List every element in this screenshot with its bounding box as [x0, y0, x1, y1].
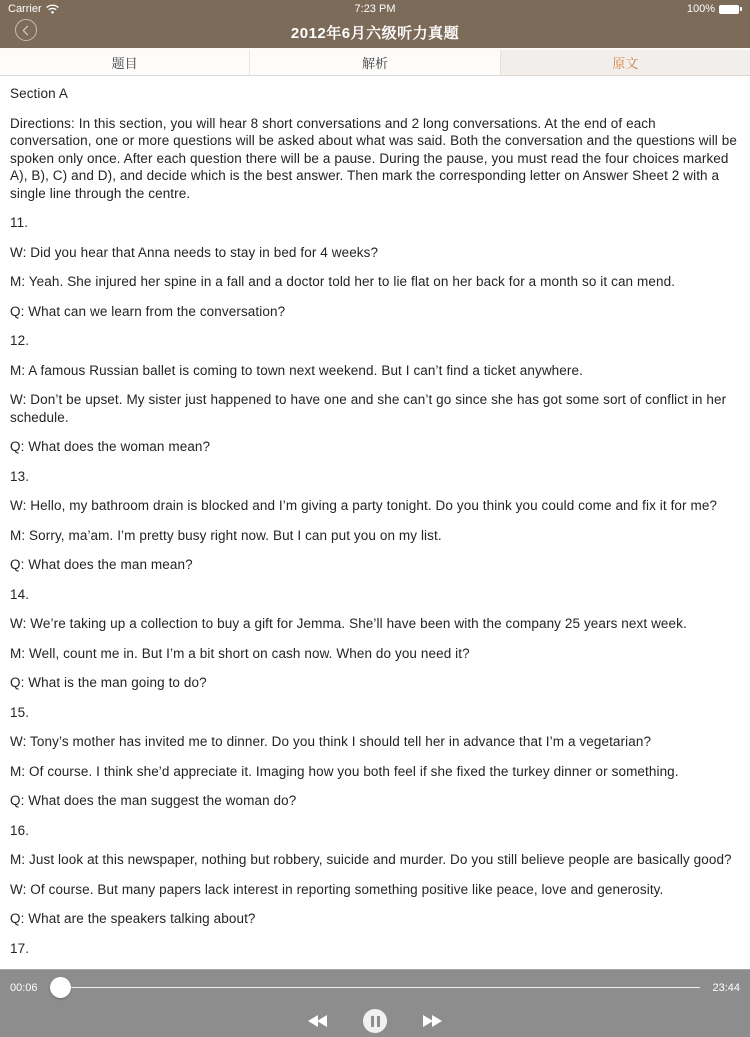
transcript-line: Q: What does the woman mean?	[10, 439, 211, 454]
total-time-label: 23:44	[712, 981, 740, 994]
rewind-icon	[317, 1015, 327, 1027]
transcript-line: M: Yeah. She injured her spine in a fall and a doctor told her to lie flat on her back for a month so it can mend.	[10, 274, 676, 289]
transcript-lines	[10, 85, 740, 957]
transcript-content	[0, 76, 750, 969]
transcript-line: W: Of course. But many papers lack interest in reporting something positive like peace, love and generosity.	[10, 881, 664, 897]
transcript-line: Directions: In this section, you will hear 8 short conversations and 2 long conversations. At the end of each conversation, one or more questions will be asked about what was said. Both the conversation and the questions will be spoken only once. After each question there will be a pause. During the pause, you must read the four choices marked A), B), C) and D), and decide which is the best answer. Then mark the corresponding letter on Answer Sheet 2 with a single line through the centre.	[10, 115, 737, 201]
pause-button[interactable]	[363, 1009, 387, 1033]
forward-button[interactable]	[423, 1015, 442, 1027]
transcript-line: W: We’re taking up a collection to buy a gift for Jemma. She’ll have been with the company 25 years next week.	[10, 616, 687, 631]
transcript-line: 13.	[10, 468, 30, 484]
transcript-line: M: Just look at this newspaper, nothing but robbery, suicide and murder. Do you still believe people are basically good?	[10, 852, 732, 867]
transcript-line: W: Hello, my bathroom drain is blocked and I’m giving a party tonight. Do you think you could come and fix it for me?	[10, 498, 718, 513]
transcript-line: Q: What does the man suggest the woman do?	[10, 793, 297, 808]
page-title: 2012年6月六级听力真题	[290, 25, 460, 42]
transcript-line: W: Tony’s mother has invited me to dinner. Do you think I should tell her in advance that I’m a vegetarian?	[10, 734, 652, 749]
pause-icon	[377, 1016, 380, 1027]
transcript-line: W: Don’t be upset. My sister just happened to have one and she can’t go since she has got some sort of conflict in her schedule.	[10, 392, 727, 425]
transcript-line: Q: What does the man mean?	[10, 557, 193, 572]
transcript-line: Q: What can we learn from the conversation?	[10, 303, 286, 319]
transcript-line: Section A	[10, 86, 68, 101]
status-time: 7:23 PM	[354, 3, 396, 15]
transcript-line: M: A famous Russian ballet is coming to town next weekend. But I can’t find a ticket anywhere.	[10, 362, 583, 378]
seek-slider-knob[interactable]	[50, 977, 71, 998]
transcript-line: M: Sorry, ma’am. I’m pretty busy right now. But I can put you on my list.	[10, 527, 442, 543]
pause-icon	[371, 1016, 374, 1027]
tab-analysis[interactable]	[249, 50, 499, 75]
transcript-line: 12.	[10, 333, 30, 348]
seek-track	[50, 987, 700, 989]
fast-forward-icon	[432, 1015, 442, 1027]
transcript-line: Q: What is the man going to do?	[10, 675, 207, 690]
tab-label: 原文	[612, 56, 639, 71]
tab-questions[interactable]	[0, 50, 249, 75]
status-bar	[0, 0, 750, 16]
rewind-button[interactable]	[308, 1015, 327, 1027]
carrier-label: Carrier	[8, 3, 42, 15]
transcript-line: 11.	[10, 215, 29, 230]
playback-controls	[0, 1005, 750, 1037]
tab-bar	[0, 48, 750, 76]
transcript-line: 14.	[10, 586, 30, 602]
transcript-line: 16.	[10, 822, 30, 838]
transcript-line: 17.	[10, 940, 30, 956]
seek-row	[0, 970, 750, 1005]
tab-label: 解析	[361, 56, 388, 71]
audio-player	[0, 969, 750, 1037]
tab-label: 题目	[111, 56, 138, 71]
transcript-line: M: Well, count me in. But I’m a bit short on cash now. When do you need it?	[10, 645, 470, 661]
transcript-line: Q: What are the speakers talking about?	[10, 911, 256, 926]
transcript-line: W: Did you hear that Anna needs to stay in bed for 4 weeks?	[10, 244, 379, 260]
transcript-line: M: Of course. I think she’d appreciate it. Imaging how you both feel if she fixed the turkey dinner or something.	[10, 763, 679, 779]
transcript-line: 15.	[10, 704, 30, 720]
nav-header	[0, 0, 750, 48]
tab-transcript[interactable]	[500, 50, 750, 75]
battery-percent: 100%	[686, 3, 715, 15]
seek-slider[interactable]	[50, 976, 700, 1000]
current-time-label: 00:06	[10, 981, 38, 994]
